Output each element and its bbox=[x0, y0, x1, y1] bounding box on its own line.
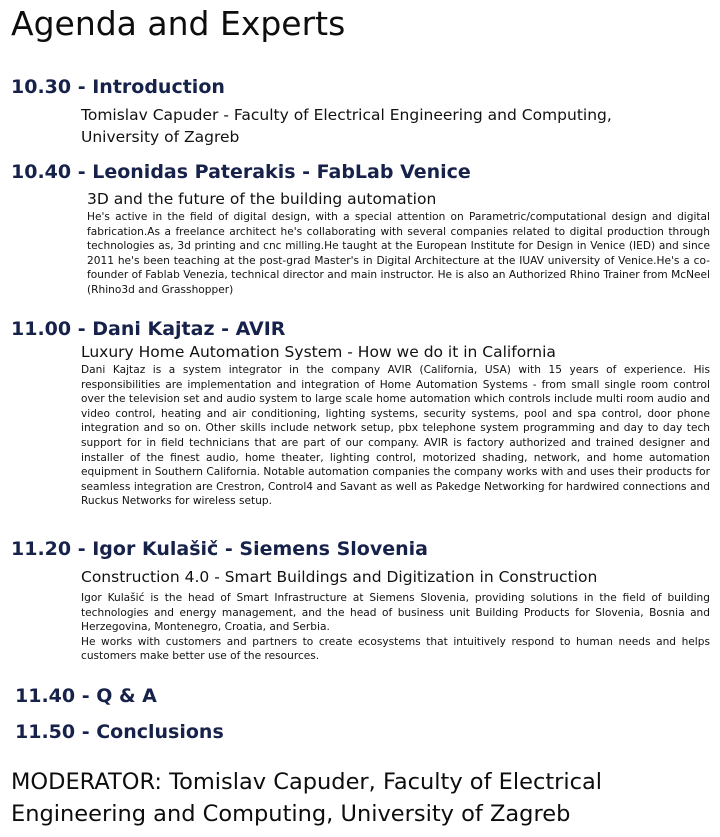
agenda-heading: 11.00 - Dani Kajtaz - AVIR bbox=[11, 318, 286, 340]
agenda-item-kajtaz bbox=[11, 318, 710, 509]
agenda-heading: 10.30 - Introduction bbox=[11, 76, 225, 98]
agenda-time: 11.20 bbox=[11, 538, 72, 560]
agenda-time: 11.50 bbox=[15, 721, 76, 743]
agenda-subtitle: Luxury Home Automation System - How we do it in California bbox=[81, 343, 556, 361]
agenda-heading: 11.20 - Igor Kulašič - Siemens Slovenia bbox=[11, 538, 428, 560]
agenda-item-paterakis bbox=[11, 161, 710, 298]
agenda-time: 11.40 bbox=[15, 685, 76, 707]
agenda-description bbox=[81, 591, 710, 664]
agenda-heading: 11.40 - Q & A bbox=[15, 685, 157, 707]
agenda-item-qa bbox=[15, 685, 710, 708]
agenda-subtitle: 3D and the future of the building automation bbox=[87, 190, 437, 208]
agenda-description bbox=[81, 363, 710, 509]
agenda-title: Leonidas Paterakis - FabLab Venice bbox=[92, 161, 471, 183]
moderator-line: MODERATOR: Tomislav Capuder, Faculty of Electrical Engineering and Computing, University of Zagreb bbox=[11, 769, 603, 827]
agenda-title: Introduction bbox=[92, 76, 225, 98]
paragraph: Igor Kulašić is the head of Smart Infrastructure at Siemens Slovenia, providing solutions in the field of building technologies and energy management, and the head of business unit Building Products for Slovenia, Bosnia and Herzegovina, Montenegro, Croatia, and Serbia. bbox=[81, 592, 710, 634]
agenda-time: 10.40 bbox=[11, 161, 72, 183]
paragraph: He works with customers and partners to create ecosystems that intuitively respond to human needs and helps customers make better use of the resources. bbox=[81, 635, 710, 663]
agenda-item-introduction bbox=[11, 76, 710, 148]
agenda-subtitle: Construction 4.0 - Smart Buildings and Digitization in Construction bbox=[81, 568, 598, 586]
agenda-title: Conclusions bbox=[96, 721, 224, 743]
agenda-description bbox=[87, 210, 710, 298]
agenda-heading: 11.50 - Conclusions bbox=[15, 721, 224, 743]
agenda-title: Q & A bbox=[96, 685, 157, 707]
paragraph: He's active in the field of digital design, with a special attention on Parametric/computational design and digital fabrication.As a freelance architect he's collaborating with several companies related to digital production through technologies as, 3d printing and cnc milling.He taught at the European Institute for Design in Venice (IED) and since 2011 he's been teaching at the post-grad Master's in Digital Architecture at the IUAV university of Venice.He's a co-founder of Fablab Venezia, technical director and main instructor. He is also an Authorized Rhino Trainer from McNeel (Rhino3d and Grasshopper) bbox=[87, 211, 710, 296]
agenda-title: Dani Kajtaz - AVIR bbox=[92, 318, 286, 340]
agenda-subtitle: Tomislav Capuder - Faculty of Electrical Engineering and Computing, University of Zagreb bbox=[81, 106, 612, 146]
agenda-item-kulasic bbox=[11, 538, 710, 664]
agenda-heading: 10.40 - Leonidas Paterakis - FabLab Venice bbox=[11, 161, 471, 183]
agenda-time: 10.30 bbox=[11, 76, 72, 98]
agenda-item-conclusions bbox=[15, 721, 710, 744]
paragraph: Dani Kajtaz is a system integrator in the company AVIR (California, USA) with 15 years of experience. His responsibilities are implementation and integration of Home Automation Systems - from small single room control over the television set and audio system to large scale home automation which controls include multi room audio and video control, heating and air conditioning, lighting systems, security systems, pool and spa control, door phone integration and so on. Other skills include network setup, pbx telephone system programming and day to day tech support for in field technicians that are part of our company. AVIR is factory authorized and trained designer and installer of the finest audio, home theater, lighting control, motorized shading, network, and home automation equipment in Southern California. Notable automation companies the company works with and uses their products for seamless integration are Crestron, Control4 and Savant as well as Pakedge Networking for hardwired connections and Ruckus Networks for wireless setup. bbox=[81, 364, 710, 508]
agenda-time: 11.00 bbox=[11, 318, 72, 340]
agenda-title: Igor Kulašič - Siemens Slovenia bbox=[92, 538, 428, 560]
page-title: Agenda and Experts bbox=[11, 4, 346, 43]
